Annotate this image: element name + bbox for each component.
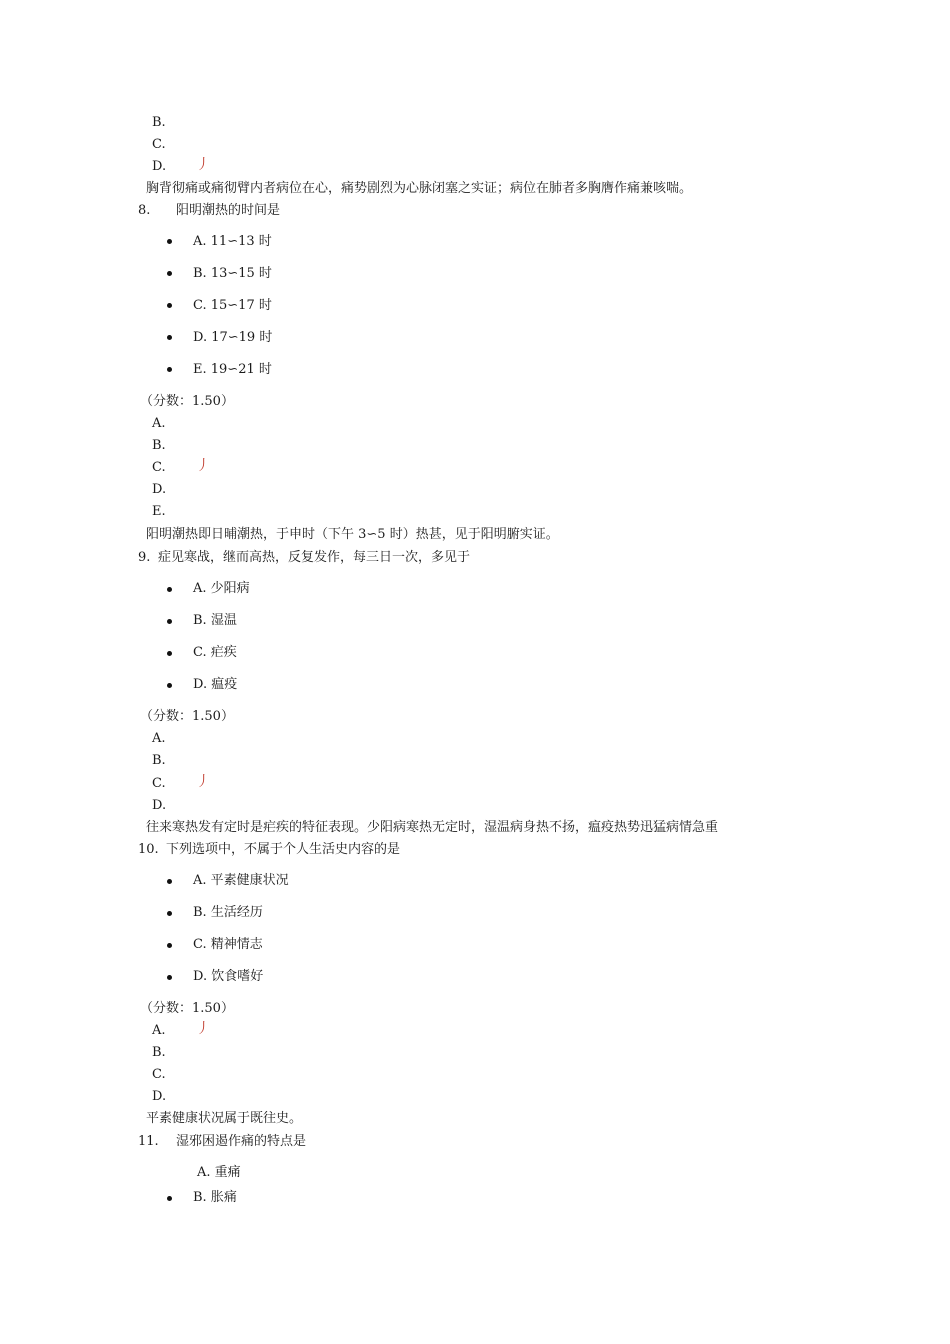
question-number: 11.	[138, 1134, 159, 1149]
bullet	[167, 335, 172, 340]
option-c: C. 疟疾	[193, 645, 237, 660]
option-a: A. 少阳病	[193, 581, 250, 596]
option-d: D. 饮食嗜好	[193, 969, 264, 984]
score-label: （分数：1.50）	[140, 394, 234, 409]
explanation-text: 平素健康状况属于既往史。	[146, 1111, 303, 1126]
answer-letter-e: E.	[152, 504, 166, 519]
option-a: A. 11∽13 时	[193, 234, 272, 249]
question-number: 9.	[138, 550, 151, 565]
question-number: 8.	[138, 203, 151, 218]
answer-letter-b: B.	[152, 115, 166, 130]
option-b: B. 胀痛	[193, 1190, 237, 1205]
explanation-text: 往来寒热发有定时是疟疾的特征表现。少阳病寒热无定时，湿温病身热不扬，瘟疫热势迅猛病情急重	[146, 820, 719, 835]
answer-letter-b: B.	[152, 1045, 166, 1060]
question-text: 湿邪困遏作痛的特点是	[176, 1134, 307, 1149]
correct-check-mark: 丿	[196, 458, 210, 474]
score-label: （分数：1.50）	[140, 709, 234, 724]
option-b: B. 生活经历	[193, 905, 263, 920]
bullet	[167, 367, 172, 372]
answer-letter-c: C.	[152, 137, 166, 152]
question-number: 10.	[138, 842, 159, 857]
explanation-text: 阳明潮热即日晡潮热，于申时（下午 3∽5 时）热甚，见于阳明腑实证。	[146, 527, 559, 542]
question-text: 阳明潮热的时间是	[176, 203, 281, 218]
answer-letter-c: C.	[152, 776, 166, 791]
answer-letter-b: B.	[152, 438, 166, 453]
option-c: C. 15∽17 时	[193, 298, 272, 313]
answer-letter-d: D.	[152, 482, 167, 497]
answer-letter-c: C.	[152, 1067, 166, 1082]
bullet	[167, 683, 172, 688]
bullet	[167, 943, 172, 948]
bullet	[167, 239, 172, 244]
option-a: A. 平素健康状况	[193, 873, 289, 888]
answer-letter-d: D.	[152, 159, 167, 174]
bullet	[167, 619, 172, 624]
explanation-text: 胸背彻痛或痛彻臂内者病位在心，痛势剧烈为心脉闭塞之实证；病位在肺者多胸膺作痛兼咳喘。	[146, 181, 693, 196]
correct-check-mark: 丿	[196, 774, 210, 790]
option-b: B. 湿温	[193, 613, 237, 628]
option-a: A. 重痛	[197, 1165, 241, 1180]
score-label: （分数：1.50）	[140, 1001, 234, 1016]
option-b: B. 13∽15 时	[193, 266, 272, 281]
bullet	[167, 1196, 172, 1201]
correct-check-mark: 丿	[196, 157, 210, 173]
bullet	[167, 651, 172, 656]
option-e: E. 19∽21 时	[193, 362, 272, 377]
answer-letter-d: D.	[152, 798, 167, 813]
answer-letter-c: C.	[152, 460, 166, 475]
answer-letter-d: D.	[152, 1089, 167, 1104]
answer-letter-a: A.	[152, 731, 166, 746]
answer-letter-b: B.	[152, 753, 166, 768]
bullet	[167, 587, 172, 592]
correct-check-mark: 丿	[196, 1021, 210, 1037]
answer-letter-a: A.	[152, 416, 166, 431]
question-text: 下列选项中，不属于个人生活史内容的是	[166, 842, 401, 857]
bullet	[167, 303, 172, 308]
bullet	[167, 271, 172, 276]
option-d: D. 瘟疫	[193, 677, 238, 692]
option-c: C. 精神情志	[193, 937, 263, 952]
bullet	[167, 911, 172, 916]
bullet	[167, 879, 172, 884]
bullet	[167, 975, 172, 980]
option-d: D. 17∽19 时	[193, 330, 273, 345]
answer-letter-a: A.	[152, 1023, 166, 1038]
question-text: 症见寒战，继而高热，反复发作，每三日一次，多见于	[158, 550, 471, 565]
